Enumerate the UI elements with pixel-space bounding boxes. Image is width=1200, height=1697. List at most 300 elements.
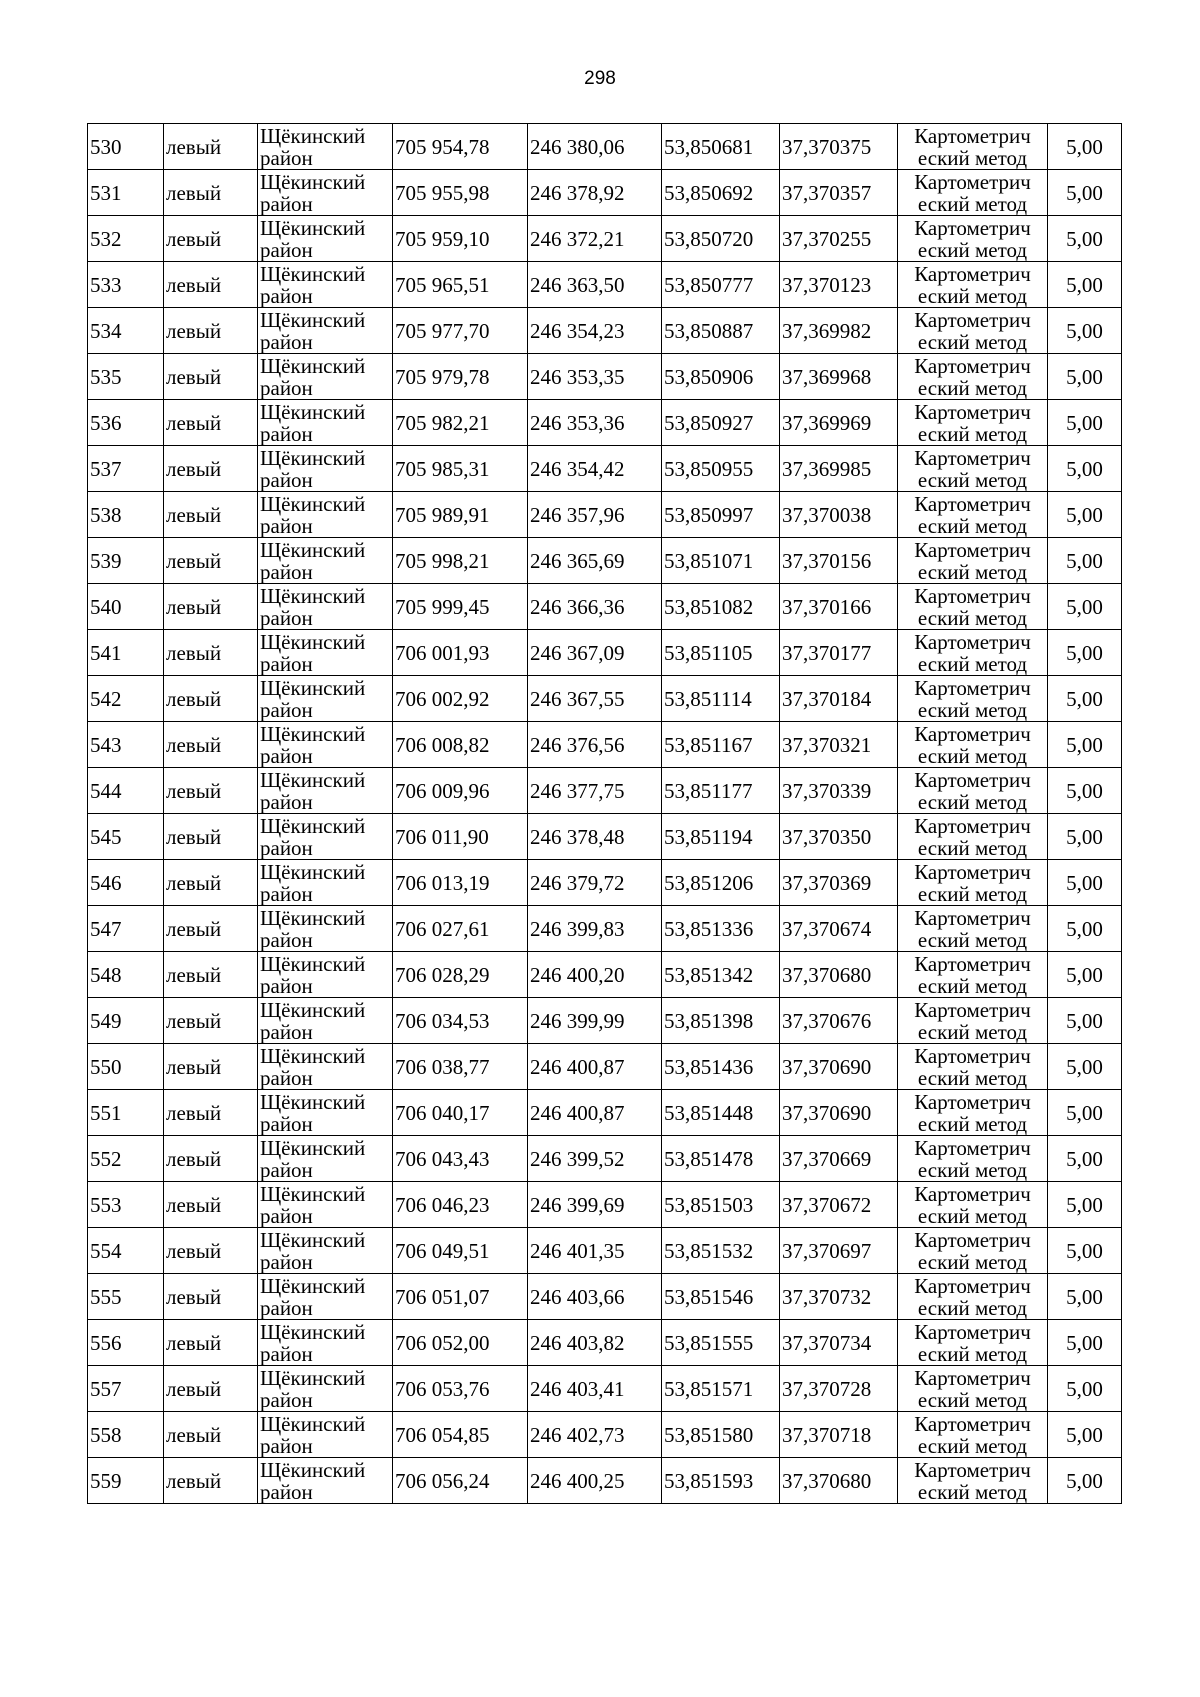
method-line-2: еский метод (917, 881, 1028, 906)
table-row (88, 308, 1122, 354)
accuracy-cell (1048, 952, 1122, 998)
y-coordinate-cell (528, 354, 662, 400)
latitude-cell (662, 492, 780, 538)
point-number: 548 (90, 962, 122, 987)
longitude: 37,370674 (782, 916, 872, 941)
table-row (88, 400, 1122, 446)
point-number: 552 (90, 1146, 122, 1171)
method-cell (898, 1136, 1048, 1182)
table-row (88, 1320, 1122, 1366)
table-row (88, 492, 1122, 538)
x-coordinate-cell (393, 492, 528, 538)
latitude-cell (662, 446, 780, 492)
longitude-cell (780, 906, 898, 952)
point-number: 550 (90, 1054, 122, 1079)
latitude-cell (662, 1458, 780, 1504)
longitude-cell (780, 1412, 898, 1458)
latitude-cell (662, 1366, 780, 1412)
accuracy-cell (1048, 630, 1122, 676)
table-row (88, 124, 1122, 170)
y-coordinate: 246 379,72 (530, 870, 625, 895)
longitude: 37,370732 (782, 1284, 872, 1309)
side-value: левый (166, 456, 222, 481)
district-line-1: Щёкинский (260, 675, 366, 700)
point-number-cell (88, 400, 164, 446)
method-cell (898, 446, 1048, 492)
latitude-cell (662, 354, 780, 400)
side-value: левый (166, 318, 222, 343)
table-row (88, 1274, 1122, 1320)
latitude-cell (662, 538, 780, 584)
method-line-2: еский метод (917, 1065, 1028, 1090)
method-cell (898, 262, 1048, 308)
longitude: 37,369969 (782, 410, 872, 435)
district-cell (258, 768, 393, 814)
point-number-cell (88, 1458, 164, 1504)
y-coordinate-cell (528, 1136, 662, 1182)
district-line-1: Щёкинский (260, 859, 366, 884)
point-number: 532 (90, 226, 122, 251)
table-row (88, 216, 1122, 262)
x-coordinate: 706 008,82 (395, 732, 490, 757)
x-coordinate-cell (393, 998, 528, 1044)
method-cell (898, 584, 1048, 630)
latitude: 53,851336 (664, 916, 754, 941)
table-row (88, 170, 1122, 216)
district-cell (258, 1412, 393, 1458)
method-line-2: еский метод (917, 1111, 1028, 1136)
method-cell (898, 124, 1048, 170)
point-number-cell (88, 1366, 164, 1412)
latitude-cell (662, 676, 780, 722)
x-coordinate-cell (393, 906, 528, 952)
accuracy-cell (1048, 216, 1122, 262)
point-number-cell (88, 354, 164, 400)
y-coordinate: 246 403,41 (530, 1376, 625, 1401)
method-line-2: еский метод (917, 421, 1028, 446)
district-line-2: район (260, 743, 313, 768)
accuracy-value: 5,00 (1066, 732, 1103, 757)
point-number-cell (88, 630, 164, 676)
method-line-2: еский метод (917, 1203, 1028, 1228)
side-cell (164, 170, 258, 216)
y-coordinate: 246 367,09 (530, 640, 625, 665)
district-cell (258, 722, 393, 768)
x-coordinate-cell (393, 354, 528, 400)
side-cell (164, 952, 258, 998)
latitude-cell (662, 308, 780, 354)
longitude: 37,370728 (782, 1376, 872, 1401)
longitude-cell (780, 814, 898, 860)
longitude: 37,370123 (782, 272, 872, 297)
latitude-cell (662, 1182, 780, 1228)
x-coordinate-cell (393, 722, 528, 768)
y-coordinate: 246 372,21 (530, 226, 625, 251)
accuracy-value: 5,00 (1066, 686, 1103, 711)
y-coordinate-cell (528, 998, 662, 1044)
district-cell (258, 354, 393, 400)
district-line-2: район (260, 789, 313, 814)
point-number-cell (88, 216, 164, 262)
point-number: 538 (90, 502, 122, 527)
table-row (88, 538, 1122, 584)
x-coordinate-cell (393, 308, 528, 354)
accuracy-value: 5,00 (1066, 824, 1103, 849)
method-cell (898, 1366, 1048, 1412)
x-coordinate: 706 043,43 (395, 1146, 490, 1171)
method-cell (898, 216, 1048, 262)
side-cell (164, 216, 258, 262)
point-number-cell (88, 1274, 164, 1320)
accuracy-value: 5,00 (1066, 1238, 1103, 1263)
longitude-cell (780, 1458, 898, 1504)
accuracy-value: 5,00 (1066, 1376, 1103, 1401)
latitude: 53,851167 (664, 732, 753, 757)
table-row (88, 1090, 1122, 1136)
latitude-cell (662, 216, 780, 262)
y-coordinate: 246 380,06 (530, 134, 625, 159)
latitude-cell (662, 814, 780, 860)
table-row (88, 584, 1122, 630)
x-coordinate: 706 056,24 (395, 1468, 490, 1493)
x-coordinate: 705 954,78 (395, 134, 490, 159)
y-coordinate-cell (528, 492, 662, 538)
point-number: 537 (90, 456, 122, 481)
method-line-1: Картометрич (914, 675, 1031, 700)
district-line-1: Щёкинский (260, 169, 366, 194)
y-coordinate-cell (528, 1090, 662, 1136)
point-number-cell (88, 446, 164, 492)
point-number: 544 (90, 778, 122, 803)
method-line-2: еский метод (917, 191, 1028, 216)
point-number: 554 (90, 1238, 122, 1263)
accuracy-cell (1048, 906, 1122, 952)
method-line-2: еский метод (917, 1433, 1028, 1458)
y-coordinate-cell (528, 814, 662, 860)
point-number: 551 (90, 1100, 122, 1125)
accuracy-value: 5,00 (1066, 548, 1103, 573)
district-line-1: Щёкинский (260, 123, 366, 148)
side-value: левый (166, 502, 222, 527)
district-cell (258, 1182, 393, 1228)
y-coordinate: 246 399,83 (530, 916, 625, 941)
longitude-cell (780, 492, 898, 538)
district-line-2: район (260, 467, 313, 492)
y-coordinate-cell (528, 308, 662, 354)
point-number-cell (88, 1320, 164, 1366)
point-number-cell (88, 584, 164, 630)
side-cell (164, 1090, 258, 1136)
method-line-2: еский метод (917, 145, 1028, 170)
method-line-1: Картометрич (914, 721, 1031, 746)
district-line-1: Щёкинский (260, 1227, 366, 1252)
x-coordinate: 706 002,92 (395, 686, 490, 711)
accuracy-cell (1048, 1458, 1122, 1504)
latitude: 53,851546 (664, 1284, 754, 1309)
latitude: 53,851571 (664, 1376, 754, 1401)
district-line-2: район (260, 1157, 313, 1182)
y-coordinate: 246 354,42 (530, 456, 625, 481)
longitude: 37,370672 (782, 1192, 872, 1217)
latitude-cell (662, 952, 780, 998)
side-value: левый (166, 1330, 222, 1355)
method-line-2: еский метод (917, 559, 1028, 584)
longitude: 37,370718 (782, 1422, 872, 1447)
accuracy-value: 5,00 (1066, 594, 1103, 619)
accuracy-value: 5,00 (1066, 1192, 1103, 1217)
method-line-1: Картометрич (914, 491, 1031, 516)
district-line-2: район (260, 375, 313, 400)
method-cell (898, 722, 1048, 768)
accuracy-value: 5,00 (1066, 1468, 1103, 1493)
district-line-2: район (260, 1111, 313, 1136)
method-line-1: Картометрич (914, 1181, 1031, 1206)
table-row (88, 630, 1122, 676)
latitude-cell (662, 998, 780, 1044)
accuracy-value: 5,00 (1066, 1100, 1103, 1125)
point-number: 536 (90, 410, 122, 435)
y-coordinate-cell (528, 216, 662, 262)
longitude: 37,370680 (782, 962, 872, 987)
district-line-1: Щёкинский (260, 1457, 366, 1482)
side-cell (164, 446, 258, 492)
y-coordinate-cell (528, 1366, 662, 1412)
x-coordinate-cell (393, 124, 528, 170)
longitude: 37,370350 (782, 824, 872, 849)
method-line-2: еский метод (917, 1249, 1028, 1274)
side-cell (164, 1044, 258, 1090)
longitude: 37,370369 (782, 870, 872, 895)
latitude: 53,851503 (664, 1192, 754, 1217)
x-coordinate: 706 053,76 (395, 1376, 490, 1401)
x-coordinate-cell (393, 1274, 528, 1320)
accuracy-value: 5,00 (1066, 318, 1103, 343)
district-cell (258, 1090, 393, 1136)
method-line-1: Картометрич (914, 169, 1031, 194)
side-cell (164, 1458, 258, 1504)
method-line-1: Картометрич (914, 767, 1031, 792)
y-coordinate: 246 378,48 (530, 824, 625, 849)
latitude-cell (662, 768, 780, 814)
accuracy-cell (1048, 1412, 1122, 1458)
method-line-1: Картометрич (914, 951, 1031, 976)
y-coordinate: 246 376,56 (530, 732, 625, 757)
accuracy-value: 5,00 (1066, 456, 1103, 481)
method-line-2: еский метод (917, 651, 1028, 676)
method-cell (898, 998, 1048, 1044)
latitude-cell (662, 1274, 780, 1320)
district-line-1: Щёкинский (260, 491, 366, 516)
x-coordinate: 706 052,00 (395, 1330, 490, 1355)
x-coordinate: 706 051,07 (395, 1284, 490, 1309)
point-number: 556 (90, 1330, 122, 1355)
x-coordinate: 706 011,90 (395, 824, 489, 849)
point-number: 535 (90, 364, 122, 389)
longitude: 37,370357 (782, 180, 872, 205)
side-value: левый (166, 226, 222, 251)
point-number: 559 (90, 1468, 122, 1493)
point-number-cell (88, 1412, 164, 1458)
x-coordinate-cell (393, 538, 528, 584)
side-cell (164, 814, 258, 860)
district-cell (258, 170, 393, 216)
x-coordinate-cell (393, 170, 528, 216)
x-coordinate-cell (393, 1366, 528, 1412)
method-cell (898, 170, 1048, 216)
x-coordinate-cell (393, 262, 528, 308)
district-line-1: Щёкинский (260, 1411, 366, 1436)
x-coordinate-cell (393, 1136, 528, 1182)
y-coordinate: 246 367,55 (530, 686, 625, 711)
district-line-2: район (260, 1019, 313, 1044)
x-coordinate-cell (393, 630, 528, 676)
x-coordinate: 706 054,85 (395, 1422, 490, 1447)
y-coordinate-cell (528, 1458, 662, 1504)
table-row (88, 1412, 1122, 1458)
method-cell (898, 952, 1048, 998)
method-line-1: Картометрич (914, 583, 1031, 608)
longitude: 37,370177 (782, 640, 872, 665)
district-line-1: Щёкинский (260, 1089, 366, 1114)
x-coordinate-cell (393, 584, 528, 630)
side-value: левый (166, 1284, 222, 1309)
method-cell (898, 630, 1048, 676)
table-row (88, 1366, 1122, 1412)
district-line-1: Щёкинский (260, 215, 366, 240)
district-line-2: район (260, 237, 313, 262)
method-line-1: Картометрич (914, 1411, 1031, 1436)
side-value: левый (166, 548, 222, 573)
point-number-cell (88, 906, 164, 952)
accuracy-cell (1048, 492, 1122, 538)
x-coordinate: 706 049,51 (395, 1238, 490, 1263)
accuracy-cell (1048, 676, 1122, 722)
accuracy-cell (1048, 538, 1122, 584)
district-cell (258, 446, 393, 492)
table-row (88, 446, 1122, 492)
method-line-2: еский метод (917, 1387, 1028, 1412)
longitude-cell (780, 860, 898, 906)
longitude: 37,370184 (782, 686, 872, 711)
y-coordinate: 246 377,75 (530, 778, 625, 803)
x-coordinate-cell (393, 860, 528, 906)
x-coordinate: 705 999,45 (395, 594, 490, 619)
point-number: 534 (90, 318, 122, 343)
latitude-cell (662, 170, 780, 216)
method-line-2: еский метод (917, 1479, 1028, 1504)
longitude-cell (780, 538, 898, 584)
side-cell (164, 1412, 258, 1458)
x-coordinate: 706 009,96 (395, 778, 490, 803)
method-line-1: Картометрич (914, 997, 1031, 1022)
table-row (88, 262, 1122, 308)
latitude: 53,851448 (664, 1100, 754, 1125)
method-line-2: еский метод (917, 1019, 1028, 1044)
point-number: 555 (90, 1284, 122, 1309)
district-line-2: район (260, 881, 313, 906)
x-coordinate-cell (393, 952, 528, 998)
longitude: 37,369968 (782, 364, 872, 389)
y-coordinate: 246 403,82 (530, 1330, 625, 1355)
point-number: 530 (90, 134, 122, 159)
method-cell (898, 492, 1048, 538)
district-cell (258, 262, 393, 308)
accuracy-value: 5,00 (1066, 640, 1103, 665)
method-line-2: еский метод (917, 743, 1028, 768)
side-cell (164, 1182, 258, 1228)
longitude-cell (780, 124, 898, 170)
side-value: левый (166, 594, 222, 619)
y-coordinate-cell (528, 630, 662, 676)
method-line-1: Картометрич (914, 537, 1031, 562)
latitude: 53,851105 (664, 640, 753, 665)
side-cell (164, 538, 258, 584)
longitude: 37,370669 (782, 1146, 872, 1171)
latitude-cell (662, 860, 780, 906)
x-coordinate-cell (393, 814, 528, 860)
side-value: левый (166, 962, 222, 987)
accuracy-value: 5,00 (1066, 916, 1103, 941)
latitude: 53,850720 (664, 226, 754, 251)
y-coordinate: 246 400,87 (530, 1100, 625, 1125)
side-cell (164, 400, 258, 446)
table-row (88, 354, 1122, 400)
y-coordinate-cell (528, 1320, 662, 1366)
longitude-cell (780, 1274, 898, 1320)
point-number: 557 (90, 1376, 122, 1401)
method-cell (898, 1274, 1048, 1320)
x-coordinate-cell (393, 1044, 528, 1090)
x-coordinate-cell (393, 446, 528, 492)
accuracy-cell (1048, 308, 1122, 354)
y-coordinate-cell (528, 1044, 662, 1090)
point-number: 541 (90, 640, 122, 665)
x-coordinate: 705 989,91 (395, 502, 490, 527)
y-coordinate-cell (528, 768, 662, 814)
x-coordinate-cell (393, 676, 528, 722)
latitude-cell (662, 262, 780, 308)
longitude: 37,370690 (782, 1100, 872, 1125)
y-coordinate: 246 399,69 (530, 1192, 625, 1217)
district-line-1: Щёкинский (260, 767, 366, 792)
y-coordinate: 246 403,66 (530, 1284, 625, 1309)
accuracy-value: 5,00 (1066, 1422, 1103, 1447)
longitude: 37,370680 (782, 1468, 872, 1493)
accuracy-cell (1048, 860, 1122, 906)
district-cell (258, 216, 393, 262)
latitude: 53,851342 (664, 962, 754, 987)
accuracy-value: 5,00 (1066, 962, 1103, 987)
side-cell (164, 308, 258, 354)
y-coordinate: 246 353,36 (530, 410, 625, 435)
district-line-2: район (260, 1341, 313, 1366)
method-cell (898, 906, 1048, 952)
district-cell (258, 1136, 393, 1182)
longitude: 37,370255 (782, 226, 872, 251)
method-line-2: еский метод (917, 375, 1028, 400)
longitude: 37,370156 (782, 548, 872, 573)
x-coordinate: 706 040,17 (395, 1100, 490, 1125)
side-value: левый (166, 824, 222, 849)
district-line-1: Щёкинский (260, 721, 366, 746)
side-value: левый (166, 1146, 222, 1171)
latitude-cell (662, 722, 780, 768)
district-cell (258, 538, 393, 584)
accuracy-value: 5,00 (1066, 870, 1103, 895)
method-cell (898, 1458, 1048, 1504)
latitude: 53,850927 (664, 410, 754, 435)
latitude-cell (662, 1044, 780, 1090)
